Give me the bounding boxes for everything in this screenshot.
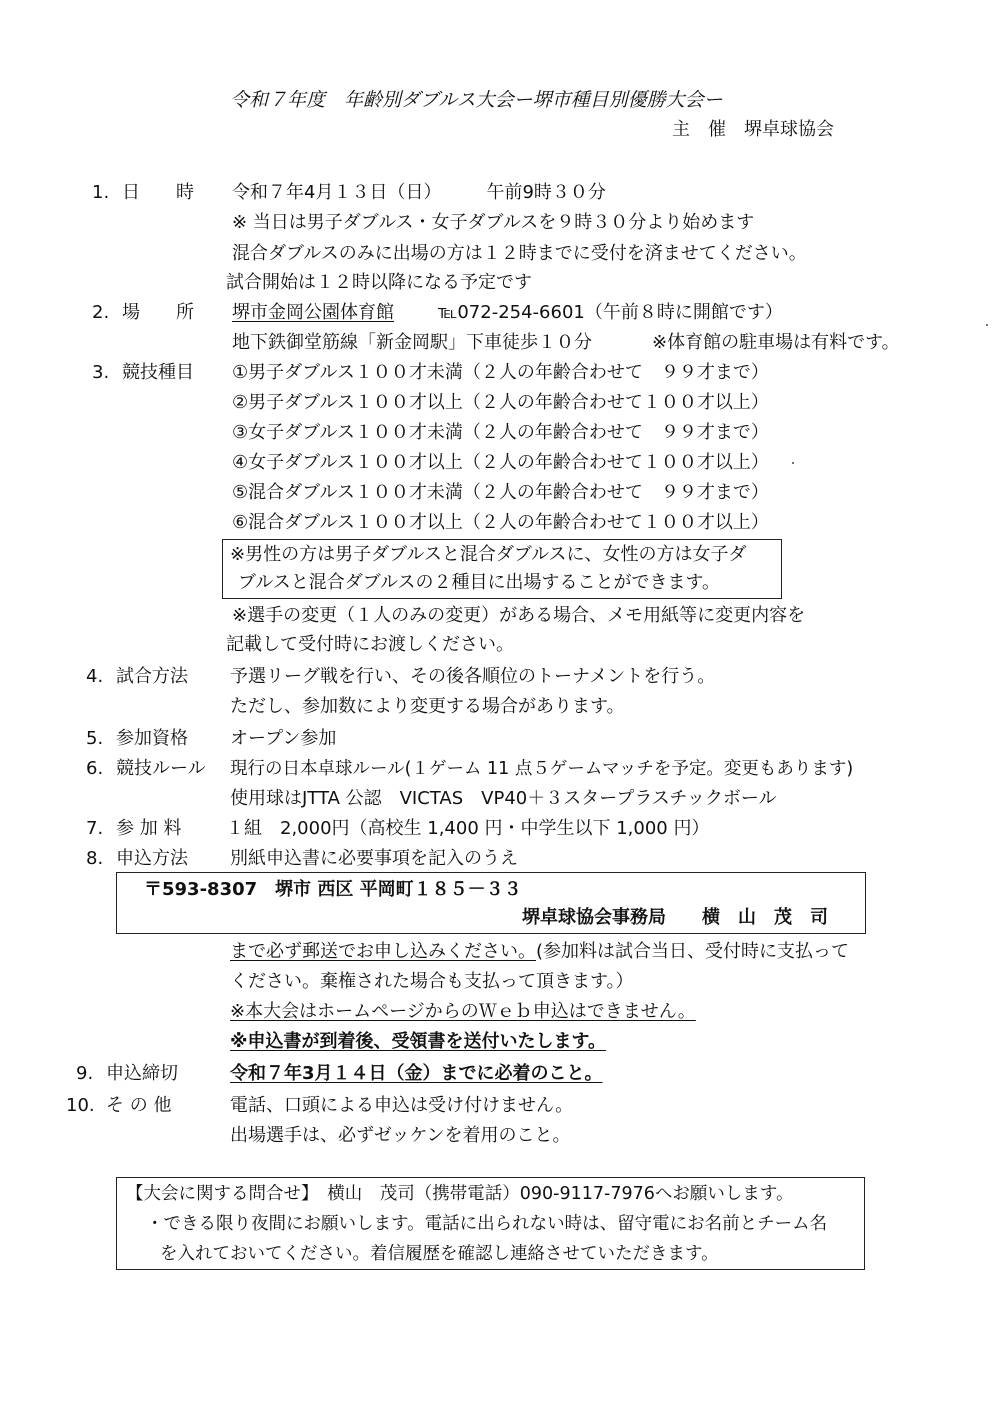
player-change-note-1: ※選手の変更（１人のみの変更）がある場合、メモ用紙等に変更内容を: [232, 605, 806, 626]
item-label-place: 場 所: [122, 302, 194, 323]
venue-name: 堺市金岡公園体育館: [232, 302, 394, 323]
item-label-other: そ の 他: [106, 1095, 172, 1116]
contact-line-1: 【大会に関する問合せ】 横山 茂司（携帯電話）090-9117-7976へお願いします。: [126, 1184, 794, 1204]
date-note-2: 混合ダブルスのみに出場の方は１２時までに受付を済ませてください。: [232, 243, 807, 264]
item-number-2: 2.: [92, 302, 110, 323]
web-apply-note: ※本大会はホームページからのＷｅｂ申込はできません。: [230, 1001, 696, 1022]
method-line-1: 予選リーグ戦を行い、その後各順位のトーナメントを行う。: [230, 666, 716, 687]
item-number-6: 6.: [86, 758, 104, 779]
date-note-3: 試合開始は１２時以降になる予定です: [226, 272, 532, 293]
entry-rule-line-2: ブルスと混合ダブルスの２種目に出場することができます。: [238, 572, 721, 593]
venue-access: 地下鉄御堂筋線「新金岡駅」下車徒歩１０分: [232, 332, 592, 353]
event-item: ⑥混合ダブルス１００才以上（２人の年齢合わせて１００才以上）: [232, 512, 769, 533]
event-item: ③女子ダブルス１００才未満（２人の年齢合わせて ９９才まで）: [232, 422, 769, 443]
item-label-fee: 参 加 料: [116, 818, 182, 839]
item-number-1: 1.: [92, 182, 110, 203]
event-item: ①男子ダブルス１００才未満（２人の年齢合わせて ９９才まで）: [232, 362, 769, 383]
item-label-apply: 申込方法: [116, 848, 188, 869]
entry-rule-line-1: ※男性の方は男子ダブルスと混合ダブルスに、女性の方は女子ダ: [230, 544, 747, 565]
apply-line-1: 別紙申込書に必要事項を記入のうえ: [230, 848, 518, 869]
organizer: 主 催 堺卓球協会: [672, 119, 834, 140]
receipt-note: ※申込書が到着後、受領書を送付いたします。: [230, 1031, 607, 1052]
item-number-4: 4.: [86, 666, 104, 687]
item-label-date: 日 時: [122, 182, 194, 203]
event-item: ②男子ダブルス１００才以上（２人の年齢合わせて１００才以上）: [232, 392, 769, 413]
item-number-8: 8.: [86, 848, 104, 869]
mailing-address: 〒593-8307 堺市 西区 平岡町１８５－３３: [144, 879, 522, 900]
player-change-note-2: 記載して受付時にお渡しください。: [226, 634, 514, 655]
rules-line-2: 使用球はJTTA 公認 VICTAS VP40＋３スタープラスチックボール: [230, 788, 777, 809]
contact-line-3: を入れておいてください。着信履歴を確認し連絡させていただきます。: [160, 1244, 719, 1264]
apply-payment-note: (参加料は試合当日、受付時に支払って: [536, 941, 850, 962]
mailing-recipient: 堺卓球協会事務局 横 山 茂 司: [522, 907, 828, 928]
eligibility-value: オープン参加: [230, 728, 337, 749]
item-number-7: 7.: [86, 818, 104, 839]
method-line-2: ただし、参加数により変更する場合があります。: [230, 696, 625, 717]
parking-note: ※体育館の駐車場は有料です。: [652, 332, 900, 353]
document-title: 令和７年度 年齢別ダブルス大会ー堺市種目別優勝大会ー: [230, 89, 723, 111]
date-note-1: ※ 当日は男子ダブルス・女子ダブルスを９時３０分より始めます: [232, 212, 755, 233]
item-label-method: 試合方法: [116, 666, 188, 687]
item-number-3: 3.: [92, 362, 110, 383]
event-item: ④女子ダブルス１００才以上（２人の年齢合わせて１００才以上）: [232, 452, 769, 473]
deadline-value: 令和７年3月１４日（金）までに必着のこと。: [230, 1063, 603, 1084]
other-line-2: 出場選手は、必ずゼッケンを着用のこと。: [230, 1125, 571, 1146]
item-label-rules: 競技ルール: [116, 758, 206, 779]
venue-tel: ℡072-254-6601（午前８時に開館です）: [438, 302, 783, 323]
item-label-eligibility: 参加資格: [116, 728, 188, 749]
scan-speck: [986, 324, 988, 326]
item-number-10: 10.: [66, 1095, 95, 1116]
other-line-1: 電話、口頭による申込は受け付けません。: [230, 1095, 574, 1116]
scan-speck: [792, 462, 794, 464]
item-label-deadline: 申込締切: [106, 1063, 178, 1084]
event-item: ⑤混合ダブルス１００才未満（２人の年齢合わせて ９９才まで）: [232, 482, 769, 503]
apply-line-3: ください。棄権された場合も支払って頂きます。）: [230, 971, 634, 992]
date-value: 令和７年4月１３日（日） 午前9時３０分: [232, 182, 606, 203]
apply-send-instruction: まで必ず郵送でお申し込みください。: [230, 941, 536, 962]
item-number-9: 9.: [76, 1063, 94, 1084]
contact-line-2: ・できる限り夜間にお願いします。電話に出られない時は、留守電にお名前とチーム名: [146, 1214, 828, 1234]
item-number-5: 5.: [86, 728, 104, 749]
item-label-events: 競技種目: [122, 362, 194, 383]
rules-line-1: 現行の日本卓球ルール(１ゲーム 11 点５ゲームマッチを予定。変更もあります): [230, 759, 854, 779]
fee-value: １組 2,000円（高校生 1,400 円・中学生以下 1,000 円）: [226, 818, 710, 839]
